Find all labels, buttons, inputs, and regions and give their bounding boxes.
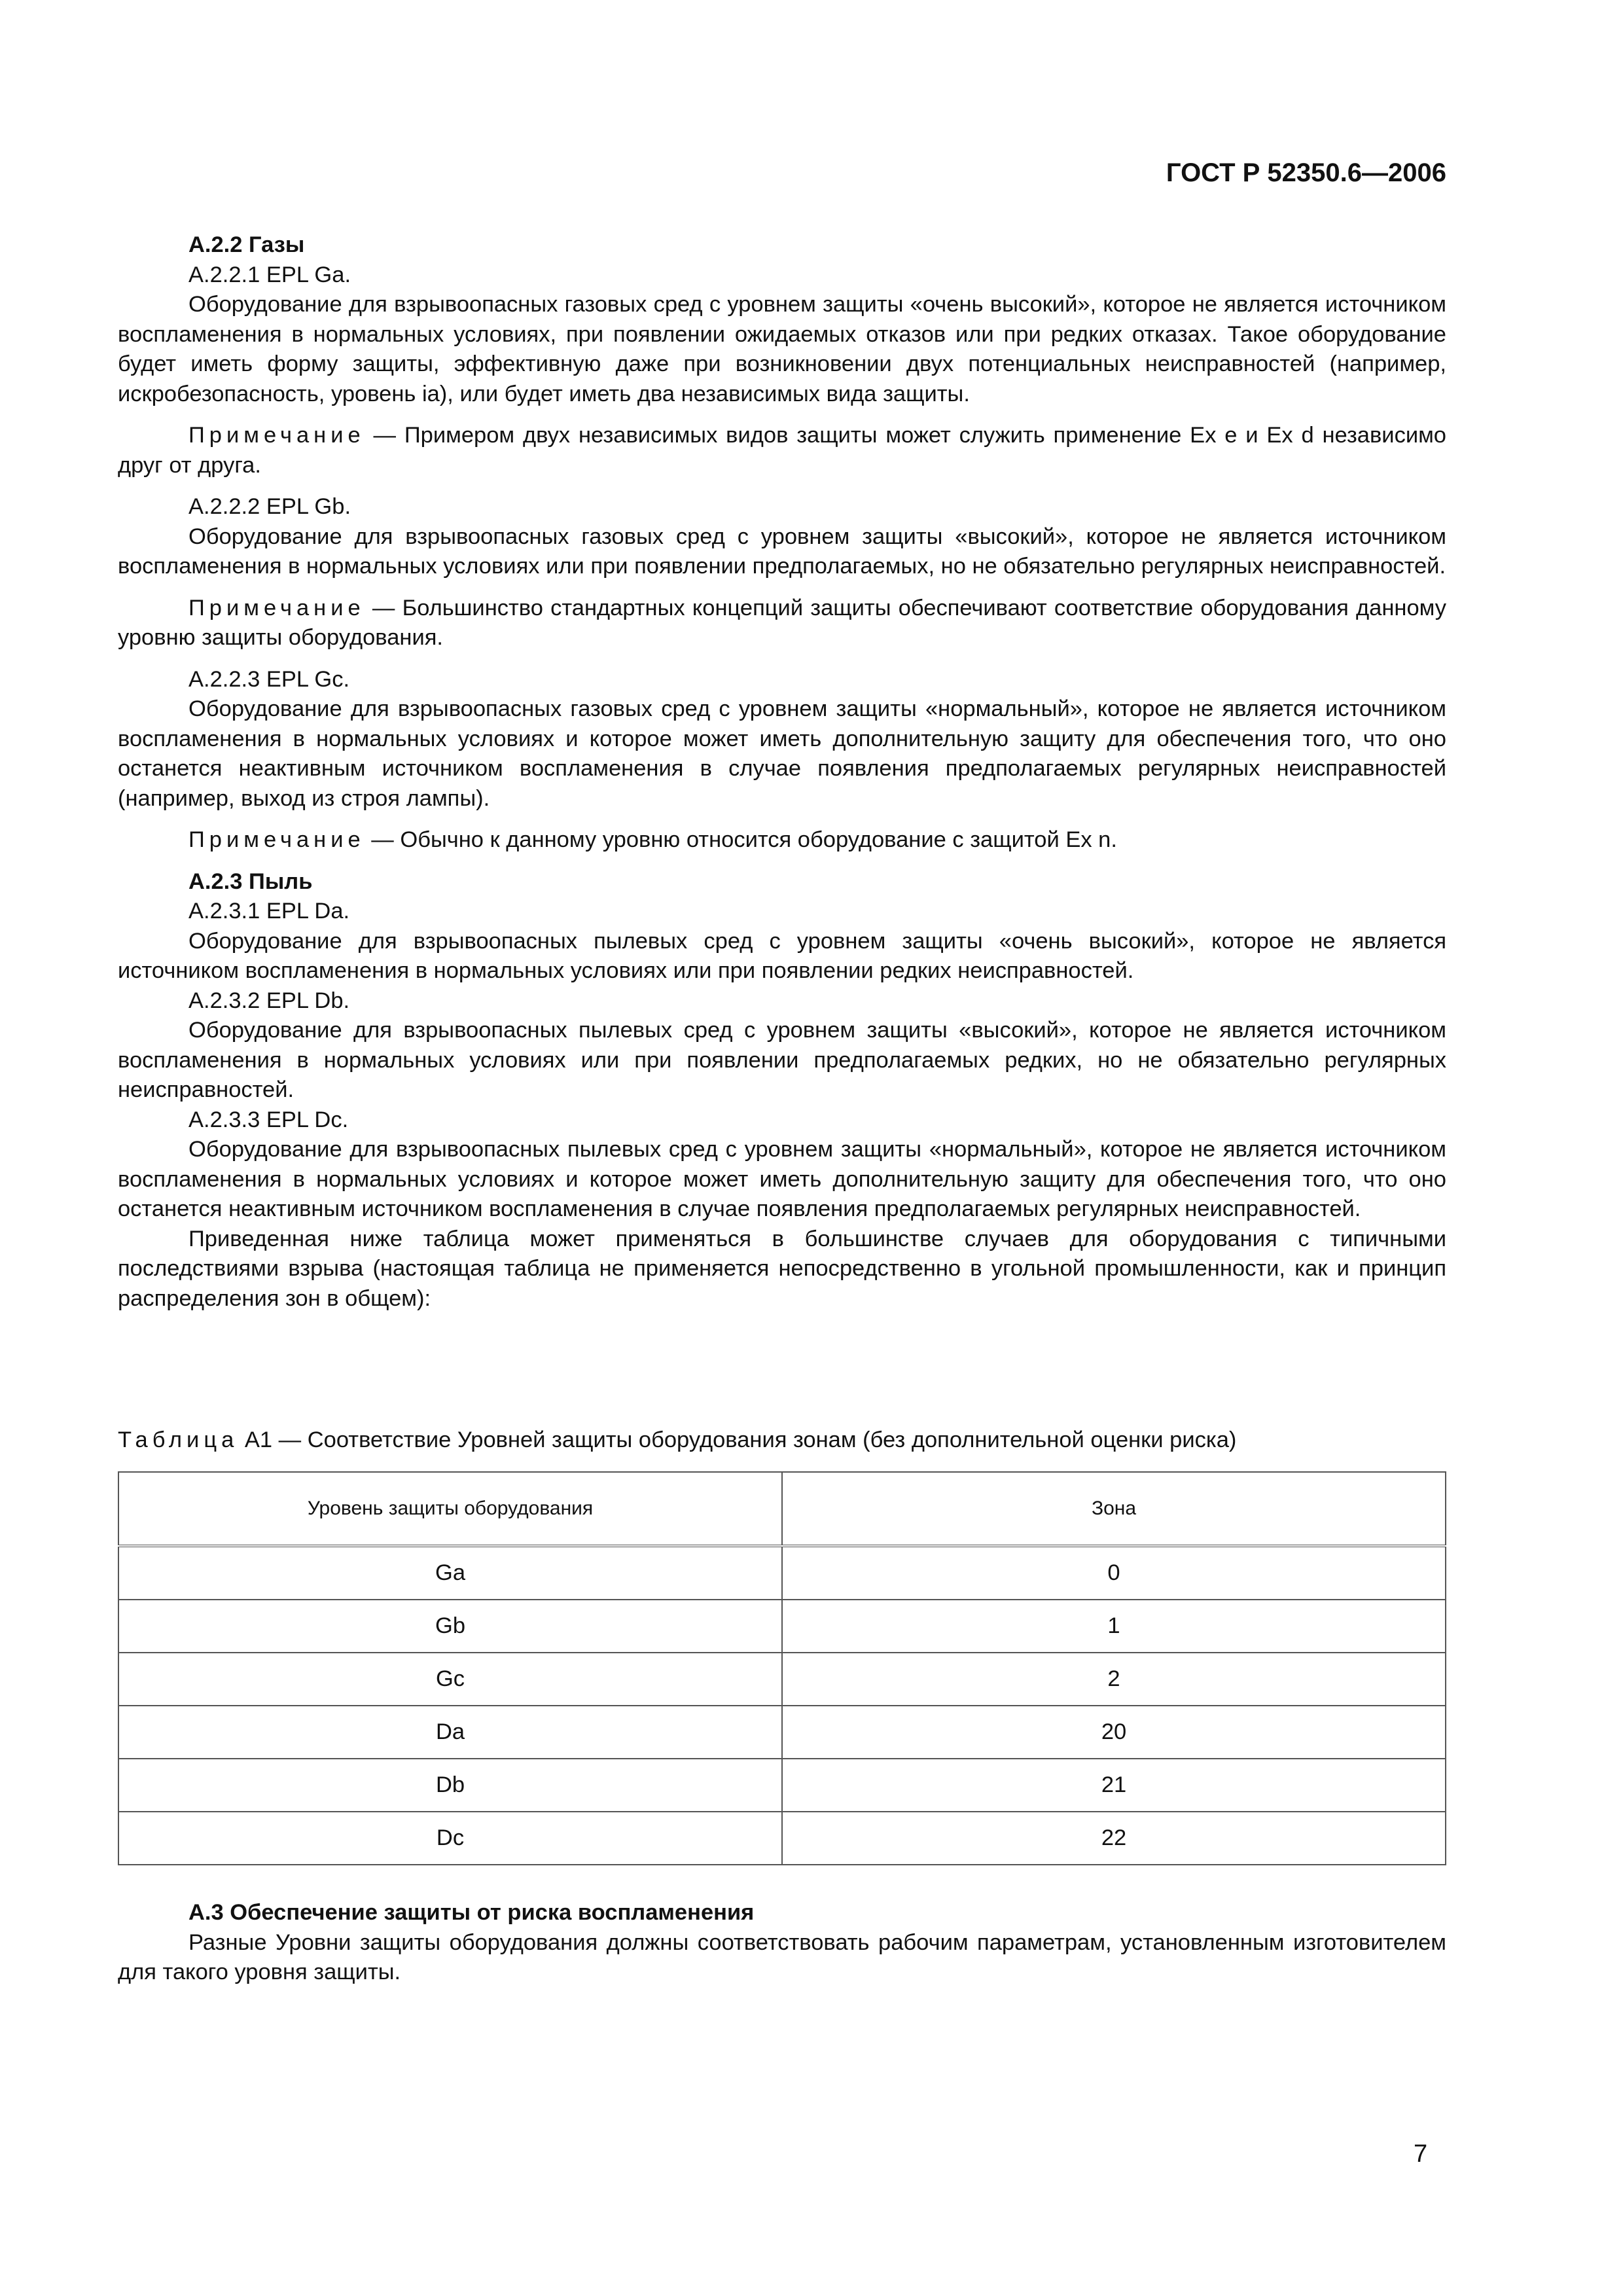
table-caption (118, 1426, 1446, 1455)
note-label: Примечание (188, 827, 365, 852)
clause-text-db: Оборудование для взрывоопасных пылевых сред с уровнем защиты «высокий», которое не является источником воспламенения в нормальных условиях или при появлении предполагаемых редких, но не обязательно регулярных неисправностей. (118, 1018, 1446, 1102)
table-caption-label: Таблица (118, 1427, 239, 1452)
column-header-zone: Зона (782, 1472, 1446, 1546)
clause-text-gb: Оборудование для взрывоопасных газовых сред с уровнем защиты «высокий», которое не является источником воспламенения в нормальных условиях или при появлении предполагаемых, но не обязательно регулярных неисправностей. (118, 524, 1446, 579)
cell-epl: Gc (118, 1653, 782, 1706)
cell-zone: 20 (782, 1706, 1446, 1759)
table-row (118, 1759, 1446, 1812)
clause-text-dc: Оборудование для взрывоопасных пылевых сред с уровнем защиты «нормальный», которое не является источником воспламенения в нормальных условиях и которое может иметь дополнительную защиту для обеспечения того, что оно останется неактивным источником воспламенения в случае появления предполагаемых регулярных неисправностей. (118, 1137, 1446, 1221)
section-heading-a3: А.3 Обеспечение защиты от риска воспламенения (188, 1900, 755, 1925)
cell-epl: Gb (118, 1600, 782, 1653)
note-gb (118, 594, 1446, 653)
note-label: Примечание (188, 423, 365, 448)
table-header-row (118, 1472, 1446, 1546)
cell-zone: 1 (782, 1600, 1446, 1653)
table-row (118, 1546, 1446, 1600)
clause-text-ga: Оборудование для взрывоопасных газовых сред с уровнем защиты «очень высокий», которое не является источником воспламенения в нормальных условиях, при появлении ожидаемых отказов или при редких отказах. Такое оборудование будет иметь форму защиты, эффективную даже при возникновении двух потенциальных неисправностей (например, искробезопасность, уровень ia), или будет иметь два независимых вида защиты. (118, 292, 1446, 406)
clause-title-ga: А.2.2.1 EPL Ga. (188, 262, 351, 287)
section-heading-gases: А.2.2 Газы (188, 232, 305, 257)
main-text (118, 230, 1446, 1314)
cell-epl: Da (118, 1706, 782, 1759)
clause-text-da: Оборудование для взрывоопасных пылевых сред с уровнем защиты «очень высокий», которое не является источником воспламенения в нормальных условиях или при появлении редких неисправностей. (118, 928, 1446, 983)
note-text: — Большинство стандартных концепций защиты обеспечивают соответствие оборудования данному уровню защиты оборудования. (118, 595, 1446, 650)
table-row (118, 1600, 1446, 1653)
clause-title-gb: А.2.2.2 EPL Gb. (188, 494, 351, 519)
cell-zone: 21 (782, 1759, 1446, 1812)
note-text: — Примером двух независимых видов защиты может служить применение Ex e и Ex d независимо друг от друга. (118, 423, 1446, 478)
note-gc (118, 825, 1446, 855)
cell-zone: 22 (782, 1812, 1446, 1865)
clause-title-db: А.2.3.2 EPL Db. (188, 988, 350, 1013)
clause-title-da: А.2.3.1 EPL Da. (188, 899, 350, 924)
column-header-epl: Уровень защиты оборудования (118, 1472, 782, 1546)
cell-zone: 0 (782, 1546, 1446, 1600)
table-row (118, 1812, 1446, 1865)
clause-text-gc: Оборудование для взрывоопасных газовых сред с уровнем защиты «нормальный», которое не является источником воспламенения в нормальных условиях и которое может иметь дополнительную защиту для обеспечения того, что оно останется неактивным источником воспламенения в случае появления предполагаемых регулярных неисправностей (например, выход из строя лампы). (118, 696, 1446, 811)
page-number: 7 (1414, 2140, 1428, 2168)
clause-title-gc: А.2.2.3 EPL Gc. (188, 666, 350, 692)
cell-epl: Dc (118, 1812, 782, 1865)
cell-zone: 2 (782, 1653, 1446, 1706)
section-a3 (118, 1898, 1446, 1988)
note-ga (118, 421, 1446, 480)
cell-epl: Ga (118, 1546, 782, 1600)
clause-title-dc: А.2.3.3 EPL Dc. (188, 1107, 349, 1132)
table-row (118, 1653, 1446, 1706)
epl-zone-table (118, 1471, 1446, 1865)
note-text: — Обычно к данному уровню относится оборудование с защитой Ex n. (371, 827, 1117, 852)
table-row (118, 1706, 1446, 1759)
table-caption-text: А1 — Соответствие Уровней защиты оборудования зонам (без дополнительной оценки риска) (244, 1427, 1237, 1452)
section-heading-dust: А.2.3 Пыль (188, 869, 313, 894)
cell-epl: Db (118, 1759, 782, 1812)
note-label: Примечание (188, 595, 365, 620)
section-a3-text: Разные Уровни защиты оборудования должны соответствовать рабочим параметрам, установленным изготовителем для такого уровня защиты. (118, 1929, 1446, 1984)
document-id: ГОСТ Р 52350.6—2006 (1166, 158, 1446, 187)
table-intro-text: Приведенная ниже таблица может применяться в большинстве случаев для оборудования с типичными последствиями взрыва (настоящая таблица не применяется непосредственно в угольной промышленности, как и принцип распределения зон в общем): (118, 1226, 1446, 1311)
